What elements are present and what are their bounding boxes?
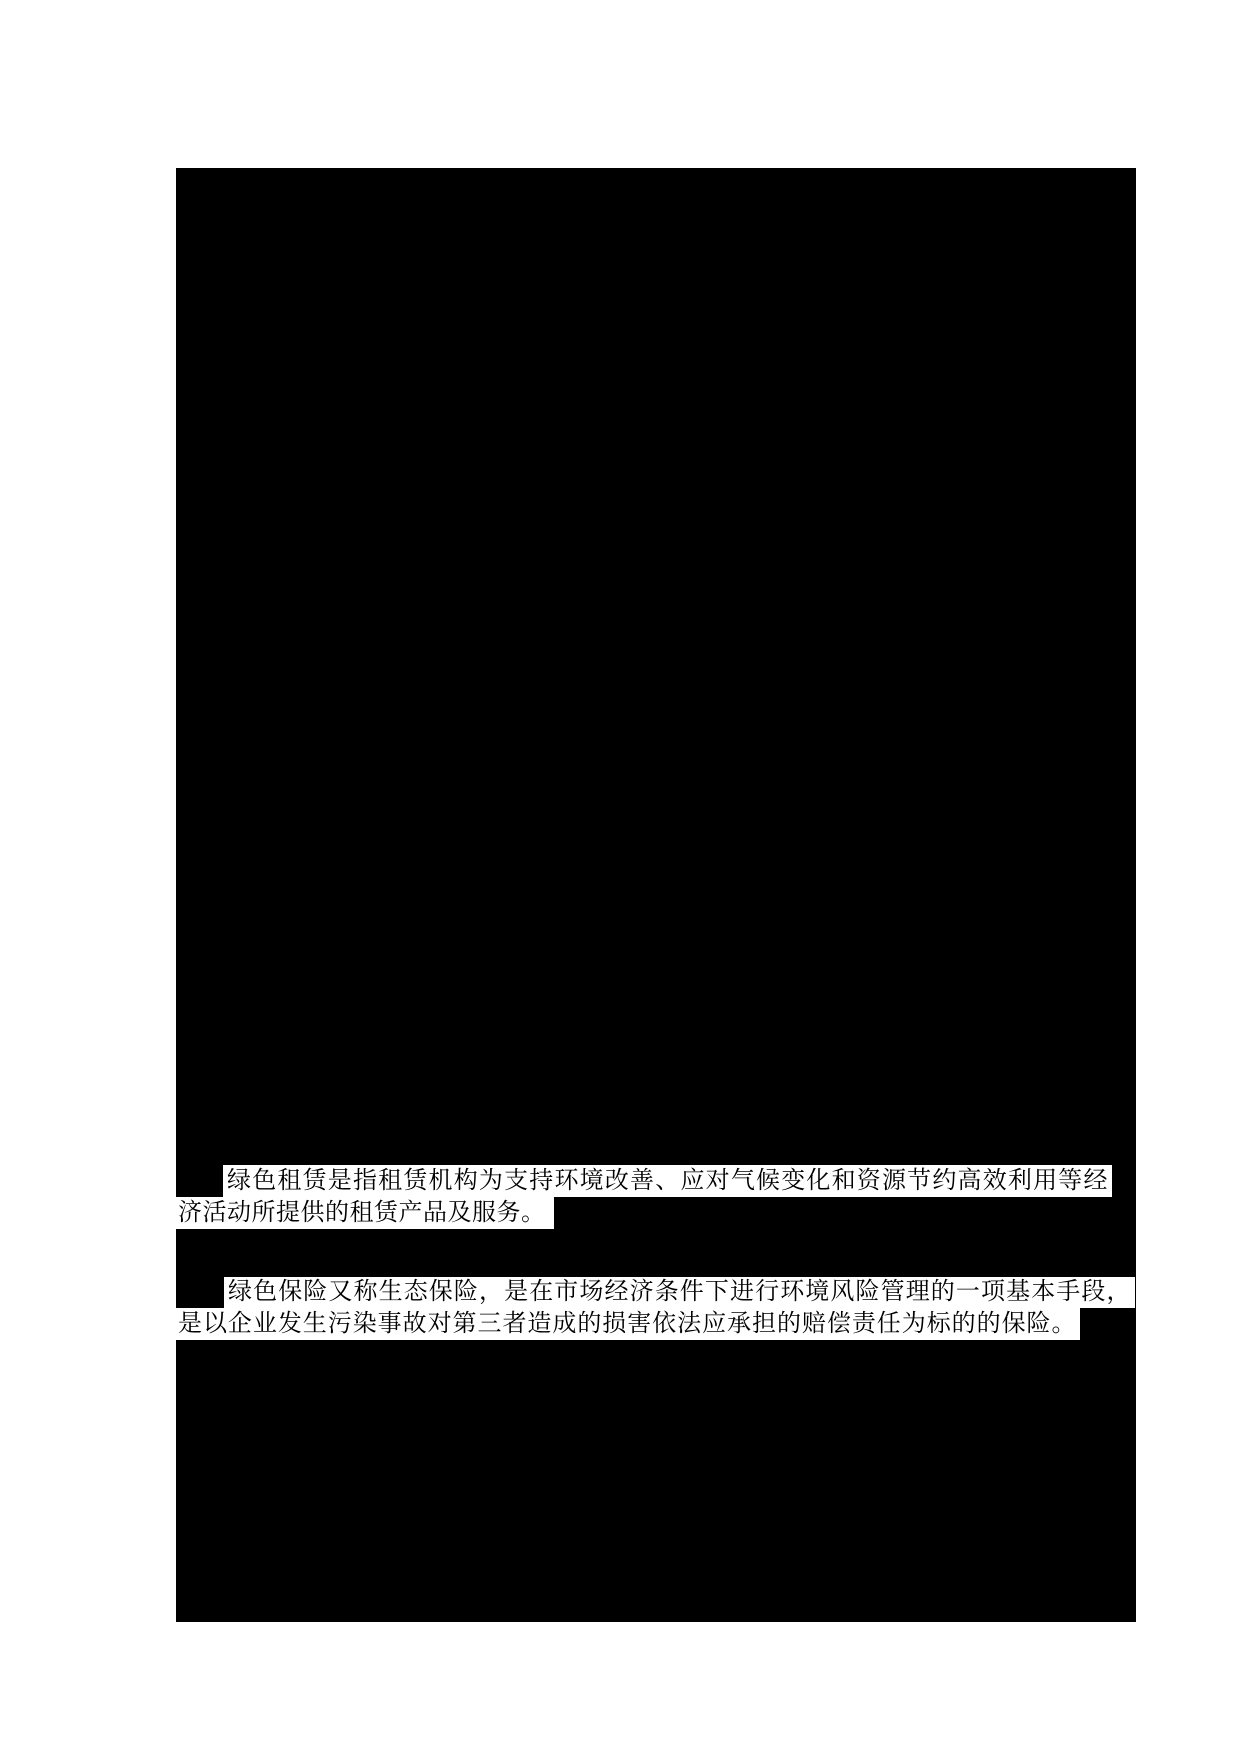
document-page-body xyxy=(176,168,1136,1622)
highlighted-text-line-green-insurance-1: 绿色保险又称生态保险，是在市场经济条件下进行环境风险管理的一项基本手段， xyxy=(224,1277,1135,1308)
highlighted-text-line-green-insurance-2: 是以企业发生污染事故对第三者造成的损害依法应承担的赔偿责任为标的的保险。 xyxy=(176,1308,1080,1340)
highlighted-text-line-green-leasing-1: 绿色租赁是指租赁机构为支持环境改善、应对气候变化和资源节约高效利用等经 xyxy=(223,1165,1112,1197)
highlighted-text-line-green-leasing-2: 济活动所提供的租赁产品及服务。 xyxy=(176,1197,554,1229)
